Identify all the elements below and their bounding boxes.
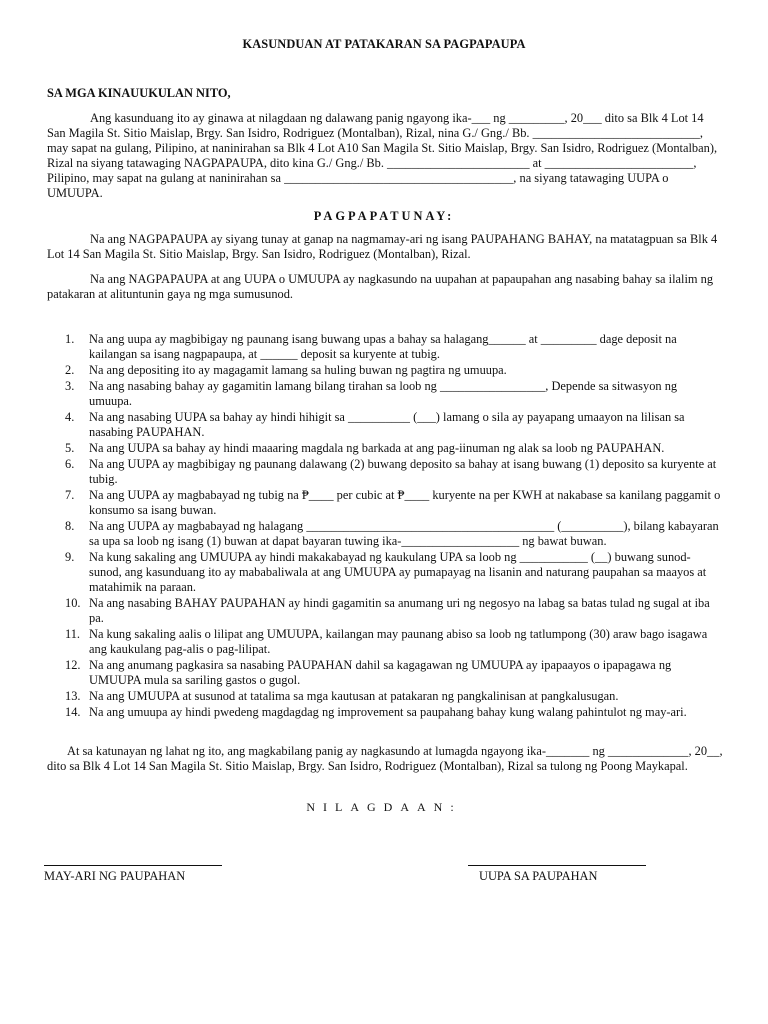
term-number: 14. bbox=[65, 705, 81, 719]
term-item bbox=[47, 379, 723, 409]
term-number: 6. bbox=[65, 457, 75, 471]
term-number: 10. bbox=[65, 596, 81, 610]
term-item bbox=[47, 627, 723, 657]
term-item bbox=[47, 689, 723, 704]
term-number: 9. bbox=[65, 550, 75, 564]
term-item bbox=[47, 705, 723, 720]
attestation-paragraph-1: Na ang NAGPAPAUPA ay siyang tunay at ganap na nagmamay-ari ng isang PAUPAHANG BAHAY, na matatagpuan sa Blk 4 Lot 14 San Magila St. Sitio Maislap, Brgy. San Isidro, Rodriguez (Montalban), Rizal. bbox=[47, 232, 718, 261]
term-number: 1. bbox=[65, 332, 75, 346]
term-text: Na ang UMUUPA at susunod at tatalima sa mga kautusan at patakaran ng pangkalinisan at pangkalusugan. bbox=[89, 689, 619, 703]
term-item bbox=[47, 658, 723, 688]
term-item bbox=[47, 332, 723, 362]
term-text: Na kung sakaling aalis o lilipat ang UMUUPA, kailangan may paunang abiso sa loob ng tatlumpong (30) araw bago isagawa ang kaukulang pag-alis o pag-lilipat. bbox=[89, 627, 708, 656]
term-number: 2. bbox=[65, 363, 75, 377]
term-item bbox=[47, 519, 723, 549]
term-item bbox=[47, 488, 723, 518]
attestation-paragraph-2: Na ang NAGPAPAUPA at ang UUPA o UMUUPA ay nagkasundo na uupahan at papaupahan ang nasabing bahay sa ilalim ng patakaran at alituntunin gaya ng mga sumusunod. bbox=[47, 272, 714, 301]
term-number: 3. bbox=[65, 379, 75, 393]
term-text: Na ang depositing ito ay magagamit lamang sa huling buwan ng pagtira ng umuupa. bbox=[89, 363, 507, 377]
term-text: Na ang UUPA sa bahay ay hindi maaaring magdala ng barkada at ang pag-iinuman ng alak sa loob ng PAUPAHAN. bbox=[89, 441, 665, 455]
term-text: Na ang UUPA ay magbabayad ng halagang ________________________________________ (__________), bilang kabayaran sa upa sa loob ng isang (1) buwan at dapat bayaran tuwing ika-___________________ ng bawat buwan. bbox=[89, 519, 719, 548]
nilagdaan-heading: NILAGDAAN: bbox=[306, 800, 462, 814]
term-text: Na ang anumang pagkasira sa nasabing PAUPAHAN dahil sa kagagawan ng UMUUPA ay ipapaayos o ipapagawa ng UMUUPA mula sa sariling gastos o gugol. bbox=[89, 658, 672, 687]
term-number: 12. bbox=[65, 658, 81, 672]
terms-list bbox=[47, 332, 723, 721]
term-text: Na ang uupa ay magbibigay ng paunang isang buwang upas a bahay sa halagang______ at _________ dage deposit na kailangan sa isang nagpapaupa, at ______ deposit sa kuryente at tubig. bbox=[89, 332, 677, 361]
owner-signature-label: MAY-ARI NG PAUPAHAN bbox=[44, 869, 186, 883]
term-number: 4. bbox=[65, 410, 75, 424]
tenant-signature-label: UUPA SA PAUPAHAN bbox=[479, 869, 598, 883]
term-item bbox=[47, 410, 723, 440]
term-item bbox=[47, 441, 723, 456]
term-text: Na ang UUPA ay magbibigay ng paunang dalawang (2) buwang deposito sa bahay at isang buwang (1) deposito sa kuryente at tubig. bbox=[89, 457, 717, 486]
term-number: 5. bbox=[65, 441, 75, 455]
attestation-section bbox=[47, 232, 723, 262]
term-text: Na ang nasabing BAHAY PAUPAHAN ay hindi gagamitin sa anumang uri ng negosyo na labag sa batas tulad ng sugal at iba pa. bbox=[89, 596, 710, 625]
term-item bbox=[47, 550, 723, 595]
document-title: KASUNDUAN AT PATAKARAN SA PAGPAPAUPA bbox=[242, 37, 526, 51]
pagpapatunay-heading: PAGPAPATUNAY: bbox=[313, 209, 455, 223]
owner-signature-line bbox=[44, 865, 222, 866]
closing-paragraph: At sa katunayan ng lahat ng ito, ang magkabilang panig ay nagkasundo at lumagda ngayong ika-_______ ng _____________, 20__, dito sa Blk 4 Lot 14 San Magila St. Sitio Maislap, Brgy. San Isidro, Rodriguez (Montalban), Rizal sa tulong ng Poong Maykapal. bbox=[47, 744, 723, 773]
term-item bbox=[47, 596, 723, 626]
salutation: SA MGA KINAUUKULAN NITO, bbox=[47, 86, 231, 100]
term-text: Na ang umuupa ay hindi pwedeng magdagdag ng improvement sa paupahang bahay kung walang pahintulot ng may-ari. bbox=[89, 705, 687, 719]
intro-paragraph: Ang kasunduang ito ay ginawa at nilagdaan ng dalawang panig ngayong ika-___ ng _________, 20___ dito sa Blk 4 Lot 14 San Magila St. Sitio Maislap, Brgy. San Isidro, Rodriguez (Montalban), Rizal, nina G./ Gng./ Bb. ___________________________, may sapat na gulang, Pilipino, at naninirahan sa Blk 4 Lot A10 San Magila St. Sitio Maislap, Brgy. San Isidro, Rodriguez (Montalban), Rizal na siyang tatawaging NAGPAPAUPA, dito kina G./ Gng./ Bb. _______________________ at ________________________, Pilipino, may sapat na gulang at naninirahan sa _____________________________________, na siyang tatawaging UUPA o UMUUPA. bbox=[47, 111, 718, 200]
tenant-signature-line bbox=[468, 865, 646, 866]
term-number: 8. bbox=[65, 519, 75, 533]
intro-section bbox=[47, 111, 723, 201]
term-number: 11. bbox=[65, 627, 81, 641]
term-number: 13. bbox=[65, 689, 81, 703]
term-text: Na kung sakaling ang UMUUPA ay hindi makakabayad ng kaukulang UPA sa loob ng ___________ (__) buwang sunod-sunod, ang kasunduang ito ay mababaliwala at ang UMUUPA ay pumapayag na lisanin and naturang paupahan sa maayos at matahimik na paraan. bbox=[89, 550, 707, 594]
term-text: Na ang nasabing UUPA sa bahay ay hindi hihigit sa __________ (___) lamang o sila ay payapang umaayon na lilisan sa nasabing PAUPAHAN. bbox=[89, 410, 685, 439]
closing-section bbox=[47, 744, 723, 774]
term-text: Na ang UUPA ay magbabayad ng tubig na ₱____ per cubic at ₱____ kuryente na per KWH at nakabase sa kanilang paggamit o konsumo sa isang buwan. bbox=[89, 488, 721, 517]
term-item bbox=[47, 363, 723, 378]
agreement-section bbox=[47, 272, 723, 302]
term-number: 7. bbox=[65, 488, 75, 502]
term-text: Na ang nasabing bahay ay gagamitin lamang bilang tirahan sa loob ng _________________, Depende sa sitwasyon ng umuupa. bbox=[89, 379, 678, 408]
term-item bbox=[47, 457, 723, 487]
